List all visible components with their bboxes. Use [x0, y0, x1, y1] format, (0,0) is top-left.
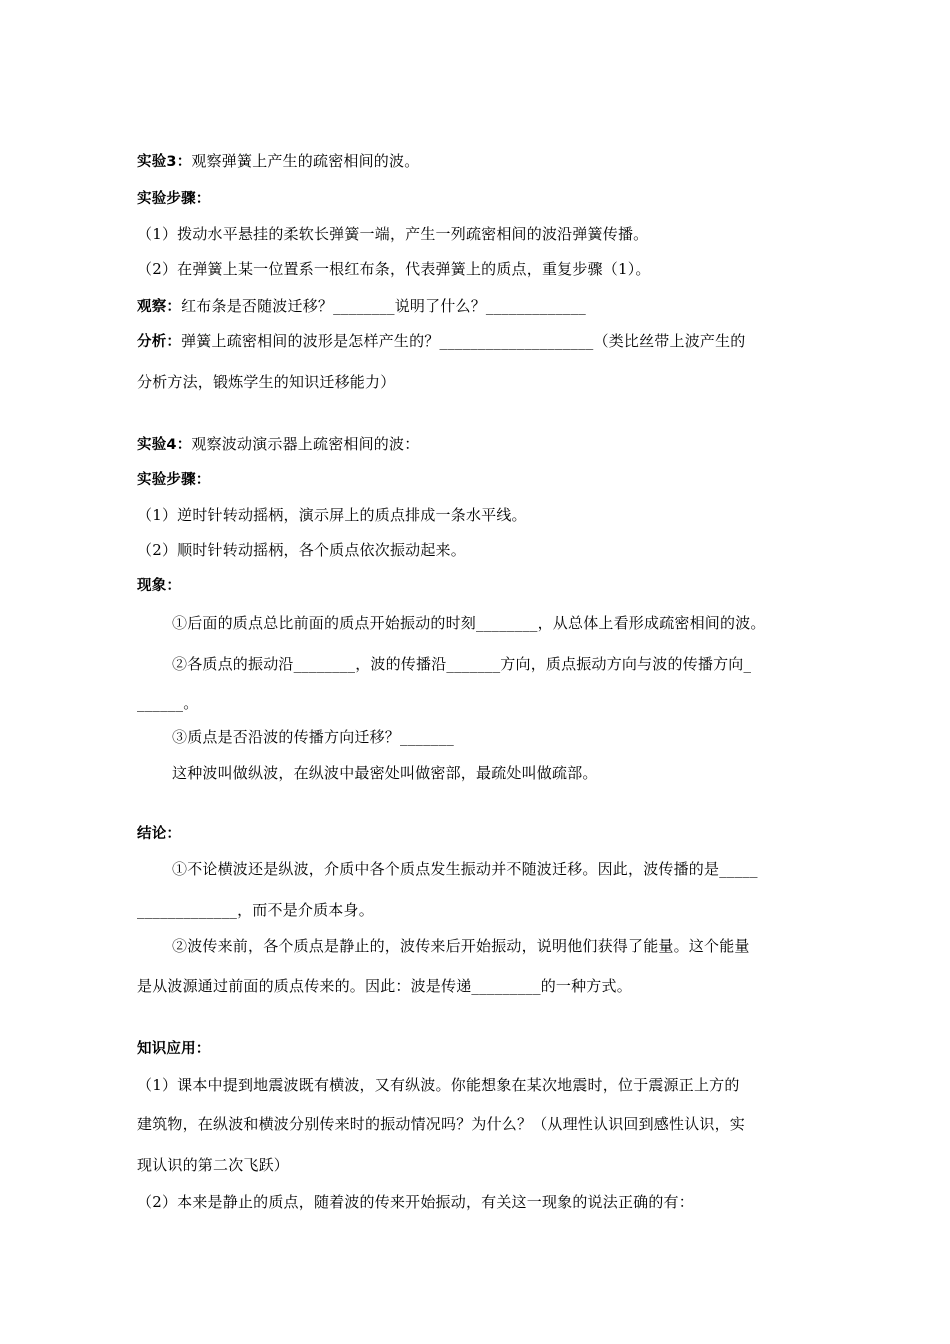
exp3-analysis-cont: 分析方法，锻炼学生的知识迁移能力） — [137, 373, 396, 391]
exp4-phenomenon-heading: 现象： — [137, 578, 182, 594]
application-2: （2）本来是静止的质点，随着波的传来开始振动，有关这一现象的说法正确的有： — [137, 1193, 694, 1211]
application-1: （1）课本中提到地震波既有横波，又有纵波。你能想象在某次地震时，位于震源正上方的 — [137, 1076, 740, 1094]
exp4-phenomenon-3: ③质点是否沿波的传播方向迁移？_______ — [172, 728, 454, 746]
exp3-step1: （1）拨动水平悬挂的柔软长弹簧一端，产生一列疏密相间的波沿弹簧传播。 — [137, 225, 649, 243]
application-heading: 知识应用： — [137, 1041, 211, 1057]
exp3-analysis: 分析：弹簧上疏密相间的波形是怎样产生的？____________________（类比丝带上波产生的 — [137, 332, 746, 350]
exp4-phenomenon-2-cont: ______。 — [137, 694, 199, 712]
application-1-cont2: 现认识的第二次飞跃） — [137, 1156, 290, 1174]
exp4-step2: （2）顺时针转动摇柄，各个质点依次振动起来。 — [137, 541, 466, 559]
application-1-cont: 建筑物，在纵波和横波分别传来时的振动情况吗？为什么？（从理性认识回到感性认识，实 — [137, 1115, 746, 1133]
conclusion-2-cont: 是从波源通过前面的质点传来的。因此：波是传递_________的一种方式。 — [137, 977, 632, 995]
exp4-phenomenon-1: ①后面的质点总比前面的质点开始振动的时刻________，从总体上看形成疏密相间的波。 — [172, 614, 766, 632]
conclusion-2: ②波传来前，各个质点是静止的，波传来后开始振动，说明他们获得了能量。这个能量 — [172, 937, 750, 955]
exp4-step1: （1）逆时针转动摇柄，演示屏上的质点排成一条水平线。 — [137, 506, 527, 524]
exp3-title: 实验3：观察弹簧上产生的疏密相间的波。 — [137, 152, 420, 170]
exp4-phenomenon-2: ②各质点的振动沿________，波的传播沿_______方向，质点振动方向与波的传播方向_ — [172, 655, 752, 673]
exp3-observe: 观察：红布条是否随波迁移？________说明了什么？_____________ — [137, 297, 587, 315]
exp3-step2: （2）在弹簧上某一位置系一根红布条，代表弹簧上的质点，重复步骤（1）。 — [137, 260, 651, 278]
conclusion-1: ①不论横波还是纵波，介质中各个质点发生振动并不随波迁移。因此，波传播的是_____ — [172, 860, 758, 878]
exp4-title: 实验4：观察波动演示器上疏密相间的波： — [137, 435, 420, 453]
exp3-steps-heading: 实验步骤： — [137, 191, 211, 207]
exp4-steps-heading: 实验步骤： — [137, 472, 211, 488]
conclusion-heading: 结论： — [137, 826, 182, 842]
exp4-longitudinal-definition: 这种波叫做纵波，在纵波中最密处叫做密部，最疏处叫做疏部。 — [172, 764, 598, 782]
conclusion-1-cont: _____________，而不是介质本身。 — [137, 901, 374, 919]
